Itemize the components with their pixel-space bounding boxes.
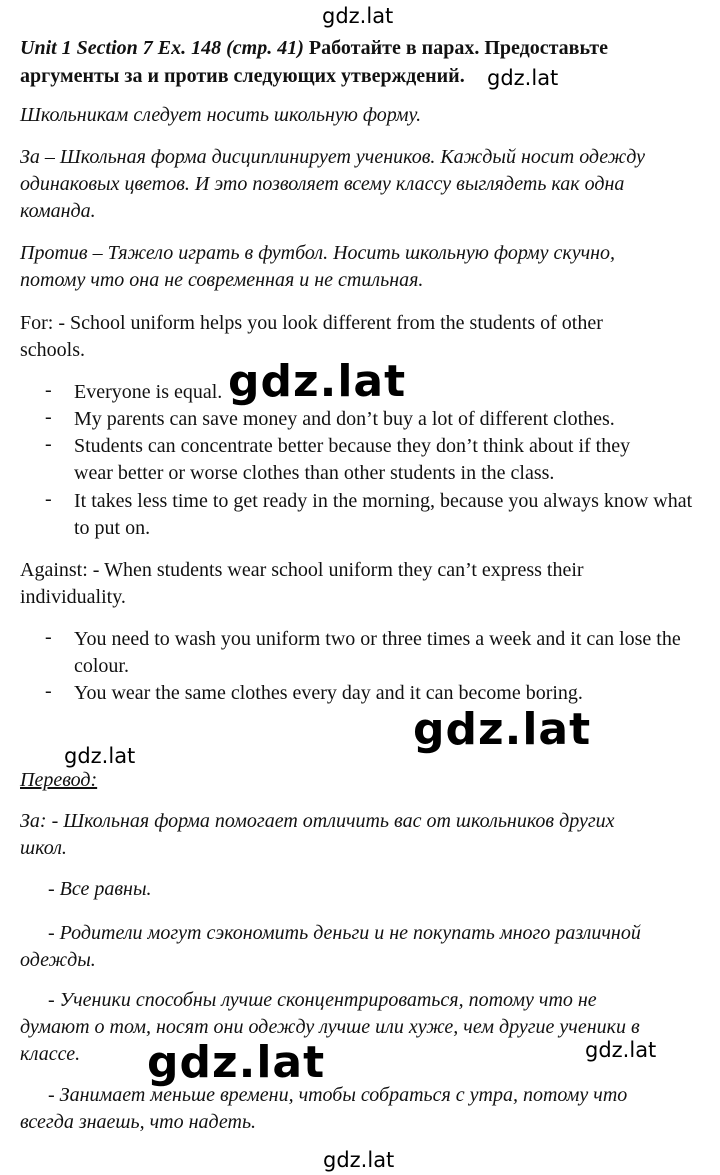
bullet-dash: -	[45, 406, 52, 428]
translation-title: Перевод:	[20, 769, 98, 791]
exercise-task: Работайте в парах. Предоставьте аргументы за и против следующих утверждений.	[20, 37, 608, 87]
translation-item: - Все равны.	[48, 878, 152, 900]
watermark: gdz.lat	[64, 744, 136, 768]
translation-item: - Занимает меньше времени, чтобы собраться с утра, потому что всегда знаешь, что надеть.	[20, 1084, 628, 1133]
list-item: It takes less time to get ready in the morning, because you always know what to put on.	[74, 490, 693, 539]
watermark: gdz.lat	[323, 1148, 395, 1172]
list-item: Everyone is equal.	[74, 381, 223, 403]
bullet-dash: -	[45, 433, 52, 455]
translation-item: - Ученики способны лучше сконцентрироваться, потому что не думают о том, носят они одежду лучше или хуже, чем другие ученики в классе.	[20, 989, 640, 1065]
en-for-intro: For: - School uniform helps you look different from the students of other schools.	[20, 312, 603, 361]
bullet-dash: -	[45, 488, 52, 510]
bullet-dash: -	[45, 379, 52, 401]
ru-against: Против – Тяжело играть в футбол. Носить школьную форму скучно, потому что она не современная и не стильная.	[20, 242, 616, 291]
list-item: My parents can save money and don’t buy a lot of different clothes.	[74, 408, 615, 430]
bullet-dash: -	[45, 680, 52, 702]
watermark: gdz.lat	[228, 356, 407, 407]
exercise-header	[20, 34, 660, 90]
list-item: You need to wash you uniform two or three times a week and it can lose the colour.	[74, 628, 681, 677]
watermark: gdz.lat	[585, 1038, 657, 1062]
translation-for-intro: За: - Школьная форма помогает отличить вас от школьников других школ.	[20, 810, 615, 859]
watermark: gdz.lat	[147, 1037, 326, 1088]
en-against-intro: Against: - When students wear school uniform they can’t express their individuality.	[20, 559, 584, 608]
watermark: gdz.lat	[322, 4, 394, 28]
translation-item: - Родители могут сэкономить деньги и не покупать много различной одежды.	[20, 922, 641, 971]
watermark: gdz.lat	[487, 66, 559, 90]
statement: Школьникам следует носить школьную форму.	[20, 104, 422, 126]
exercise-ref: Unit 1 Section 7 Ex. 148 (стр. 41)	[20, 37, 304, 59]
ru-for: За – Школьная форма дисциплинирует учеников. Каждый носит одежду одинаковых цветов. И это позволяет всему классу выглядеть как одна команда.	[20, 146, 645, 222]
watermark: gdz.lat	[413, 704, 592, 755]
list-item: You wear the same clothes every day and it can become boring.	[74, 682, 583, 704]
bullet-dash: -	[45, 626, 52, 648]
list-item: Students can concentrate better because they don’t think about if they wear better or worse clothes than other students in the class.	[74, 435, 631, 484]
